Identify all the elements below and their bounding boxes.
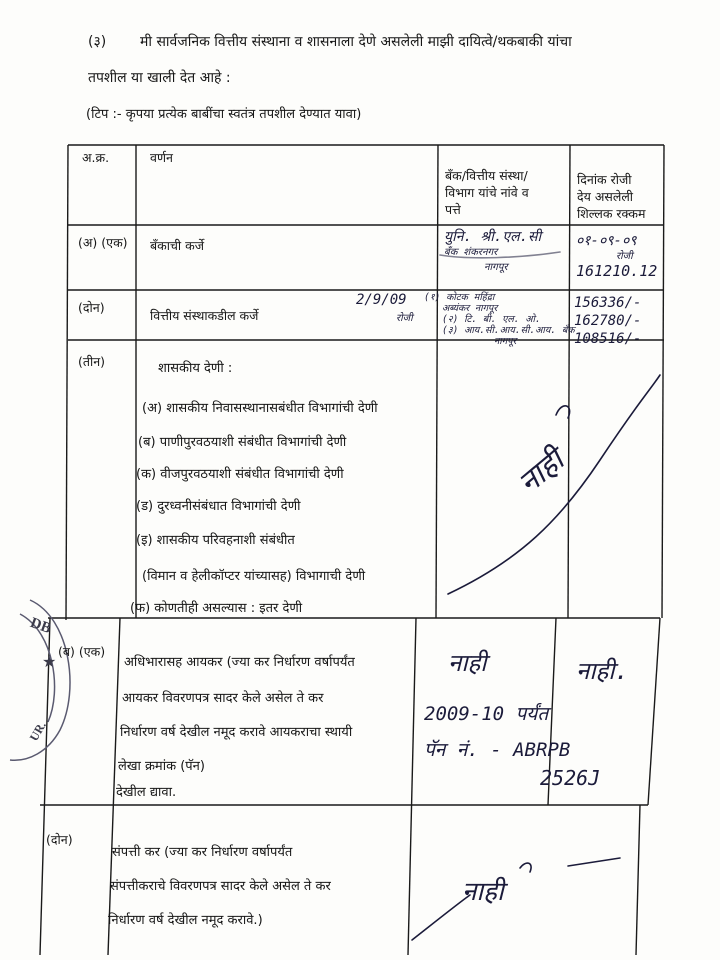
income-tax-hand-year: 2009-10 पर्यंत (424, 703, 549, 725)
header-description: वर्णन (150, 150, 173, 165)
row-govt-serial: (तीन) (78, 354, 106, 369)
header-line-2: तपशील या खाली देत आहे : (88, 70, 231, 86)
stamp-text-top: DB (28, 614, 54, 638)
row-fin-loans-amount: 156336/- 162780/- 108516/- (574, 295, 642, 347)
income-tax-hand-pan: पॅन नं. - ABRPB (424, 739, 571, 761)
income-tax-line-4: लेखा क्रमांक (पॅन) (118, 759, 205, 774)
govt-item-a: (अ) शासकीय निवासस्थानासबंधीत विभागांची देणी (142, 401, 378, 416)
govt-hand-nahi: नाही (511, 443, 572, 501)
income-tax-line-2: आयकर विवरणपत्र सादर केले असेल ते कर (122, 691, 324, 706)
govt-item-f: (फ) कोणतीही असल्यास : इतर देणी (130, 601, 303, 616)
row-fin-loans-date: 2/9/09 (356, 292, 407, 308)
income-tax-line-3: निर्धारण वर्ष देखील नमूद करावे आयकराचा स्थायी (120, 725, 353, 740)
section-number: (३) (88, 34, 107, 50)
wealth-tax-hand-nahi: नाही (462, 877, 504, 907)
govt-item-e-cont: (विमान व हेलीकॉप्टर यांच्यासह) विभागाची देणी (142, 569, 366, 584)
income-tax-hand-pan-2: 2526J (540, 766, 601, 790)
govt-item-e: (इ) शासकीय परिवहनाशी संबंधीत (136, 533, 295, 548)
govt-item-b: (ब) पाणीपुरवठयाशी संबंधीत विभागांची देणी (138, 435, 347, 450)
wealth-tax-line-1: संपत्ती कर (ज्या कर निर्धारण वर्षापर्यंत (112, 845, 293, 860)
row-fin-loans-desc: वित्तीय संस्थाकडील कर्जे (150, 308, 259, 323)
row-bank-loans-amount: ०१-०९-०९ रोजी 161210.12 (576, 233, 658, 280)
row-fin-loans-serial: (दोन) (78, 300, 105, 315)
wealth-tax-line-2: संपत्तीकराचे विवरणपत्र सादर केले असेल ते कर (110, 879, 331, 894)
stamp-star-icon: ★ (42, 652, 57, 671)
header-serial: अ.क्र. (82, 150, 110, 165)
row-fin-loans-bank: (१) कोटक महिंद्रा अब्यंकर नागपूर (२) टि. बी. एल. ओ. (३) आय.सी.आय.सी.आय. बँक नागपूर (424, 292, 575, 347)
row-wealth-tax-serial: (दोन) (46, 832, 73, 847)
header-bank: बँक/वित्तीय संस्था/ विभाग यांचे नांवे व पत्ते (445, 168, 529, 217)
header-note: (टिप :- कृपया प्रत्येक बाबींचा स्वतंत्र तपशील देण्यात यावा) (86, 107, 362, 122)
header-amount: दिनांक रोजी देय असलेली शिल्लक रक्कम (577, 172, 646, 221)
row-income-tax-serial: (ब) (एक) (58, 644, 106, 659)
income-tax-hand-bank: नाही (448, 649, 487, 677)
row-fin-loans-date-suffix: रोजी (396, 313, 413, 324)
row-bank-loans-bank: युनि. श्री.एल.सी बँक शंकरनगर नागपूर (444, 229, 542, 273)
income-tax-hand-amount: नाही. (576, 657, 629, 685)
stamp-text-bottom: UR. (26, 718, 49, 744)
row-bank-loans-serial: (अ) (एक) (78, 235, 128, 250)
govt-item-d: (ड) दुरध्वनीसंबंधात विभागांची देणी (136, 499, 301, 514)
row-bank-loans-desc: बँकाची कर्जे (150, 238, 204, 253)
income-tax-line-5: देखील द्यावा. (116, 785, 177, 800)
row-govt-title: शासकीय देणी : (158, 361, 233, 376)
income-tax-line-1: अधिभारासह आयकर (ज्या कर निर्धारण वर्षापर्यंत (124, 655, 355, 670)
govt-item-c: (क) वीजपुरवठयाशी संबंधीत विभागांची देणी (136, 467, 344, 482)
header-line-1: मी सार्वजनिक वित्तीय संस्थाना व शासनाला देणे असलेली माझी दायित्वे/थकबाकी यांचा (140, 34, 572, 50)
wealth-tax-line-3: निर्धारण वर्ष देखील नमूद करावे.) (108, 913, 263, 928)
